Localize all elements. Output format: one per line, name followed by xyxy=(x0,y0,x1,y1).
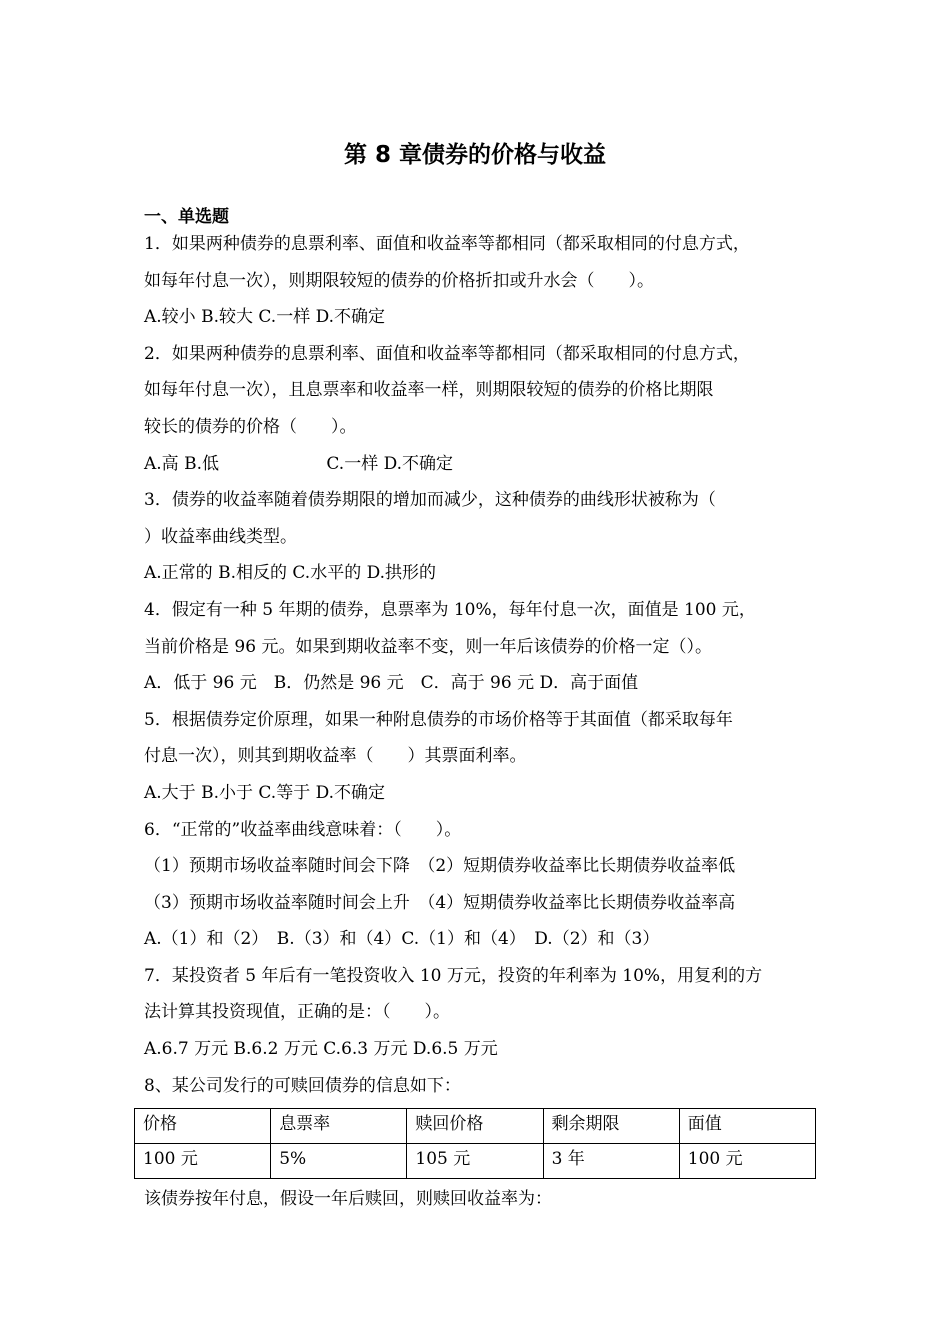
table-cell: 100 元 xyxy=(679,1144,815,1179)
table-header-cell: 面值 xyxy=(679,1109,815,1144)
table-cell: 5% xyxy=(271,1144,407,1179)
text-line: 如每年付息一次），且息票率和收益率一样，则期限较短的债券的价格比期限 xyxy=(144,380,714,401)
table-cell: 105 元 xyxy=(407,1144,543,1179)
text-line: 如每年付息一次），则期限较短的债券的价格折扣或升水会（ ）。 xyxy=(144,270,654,291)
answer-options: A.（1）和（2） B.（3）和（4）C.（1）和（4） D.（2）和（3） xyxy=(144,929,660,950)
question-body xyxy=(144,226,824,1218)
statement-line: （1）预期市场收益率随时间会下降 （2）短期债券收益率比长期债券收益率低 xyxy=(144,856,736,877)
table-row xyxy=(135,1144,816,1179)
table-header-cell: 赎回价格 xyxy=(407,1109,543,1144)
text-line: 4．假定有一种 5 年期的债券，息票率为 10%，每年付息一次，面值是 100 元， xyxy=(144,599,756,620)
text-line: 5．根据债券定价原理，如果一种附息债券的市场价格等于其面值（都采取每年 xyxy=(144,709,733,730)
text-line: 8、某公司发行的可赎回债券的信息如下： xyxy=(144,1075,461,1096)
answer-options: A.正常的 B.相反的 C.水平的 D.拱形的 xyxy=(144,563,437,584)
table-header-cell: 息票率 xyxy=(271,1109,407,1144)
text-line: 该债券按年付息，假设一年后赎回，则赎回收益率为： xyxy=(144,1189,552,1210)
text-line: 2．如果两种债券的息票利率、面值和收益率等都相同（都采取相同的付息方式， xyxy=(144,343,750,364)
section-heading: 一、单选题 xyxy=(144,207,229,227)
text-line: 7．某投资者 5 年后有一笔投资收入 10 万元，投资的年利率为 10%，用复利的方 xyxy=(144,965,763,986)
text-line: ）收益率曲线类型。 xyxy=(144,526,297,547)
text-line: 3．债券的收益率随着债券期限的增加而减少，这种债券的曲线形状被称为（ xyxy=(144,490,716,511)
table-header-cell: 价格 xyxy=(135,1109,271,1144)
text-line: 当前价格是 96 元。如果到期收益率不变，则一年后该债券的价格一定（）。 xyxy=(144,636,712,657)
text-line: 6．“正常的”收益率曲线意味着：（ ）。 xyxy=(144,819,462,840)
answer-options: A.较小 B.较大 C.一样 D.不确定 xyxy=(144,307,386,328)
table-cell: 3 年 xyxy=(543,1144,679,1179)
answer-options: A.6.7 万元 B.6.2 万元 C.6.3 万元 D.6.5 万元 xyxy=(144,1039,498,1060)
text-line: 法计算其投资现值，正确的是：（ ）。 xyxy=(144,1002,450,1023)
bond-info-table xyxy=(134,1108,816,1179)
page-title: 第 8 章债券的价格与收益 xyxy=(343,142,607,168)
table-header-row xyxy=(135,1109,816,1144)
answer-options: A.高 B.低 C.一样 D.不确定 xyxy=(144,453,454,474)
answer-options: A.大于 B.小于 C.等于 D.不确定 xyxy=(144,782,386,803)
statement-line: （3）预期市场收益率随时间会上升 （4）短期债券收益率比长期债券收益率高 xyxy=(144,892,736,913)
answer-options: A．低于 96 元 B．仍然是 96 元 C．高于 96 元 D．高于面值 xyxy=(144,673,639,694)
text-line: 1．如果两种债券的息票利率、面值和收益率等都相同（都采取相同的付息方式， xyxy=(144,234,750,254)
text-line: 付息一次），则其到期收益率（ ）其票面利率。 xyxy=(144,746,527,767)
table-header-cell: 剩余期限 xyxy=(543,1109,679,1144)
table-cell: 100 元 xyxy=(135,1144,271,1179)
text-line: 较长的债券的价格（ ）。 xyxy=(144,416,357,437)
